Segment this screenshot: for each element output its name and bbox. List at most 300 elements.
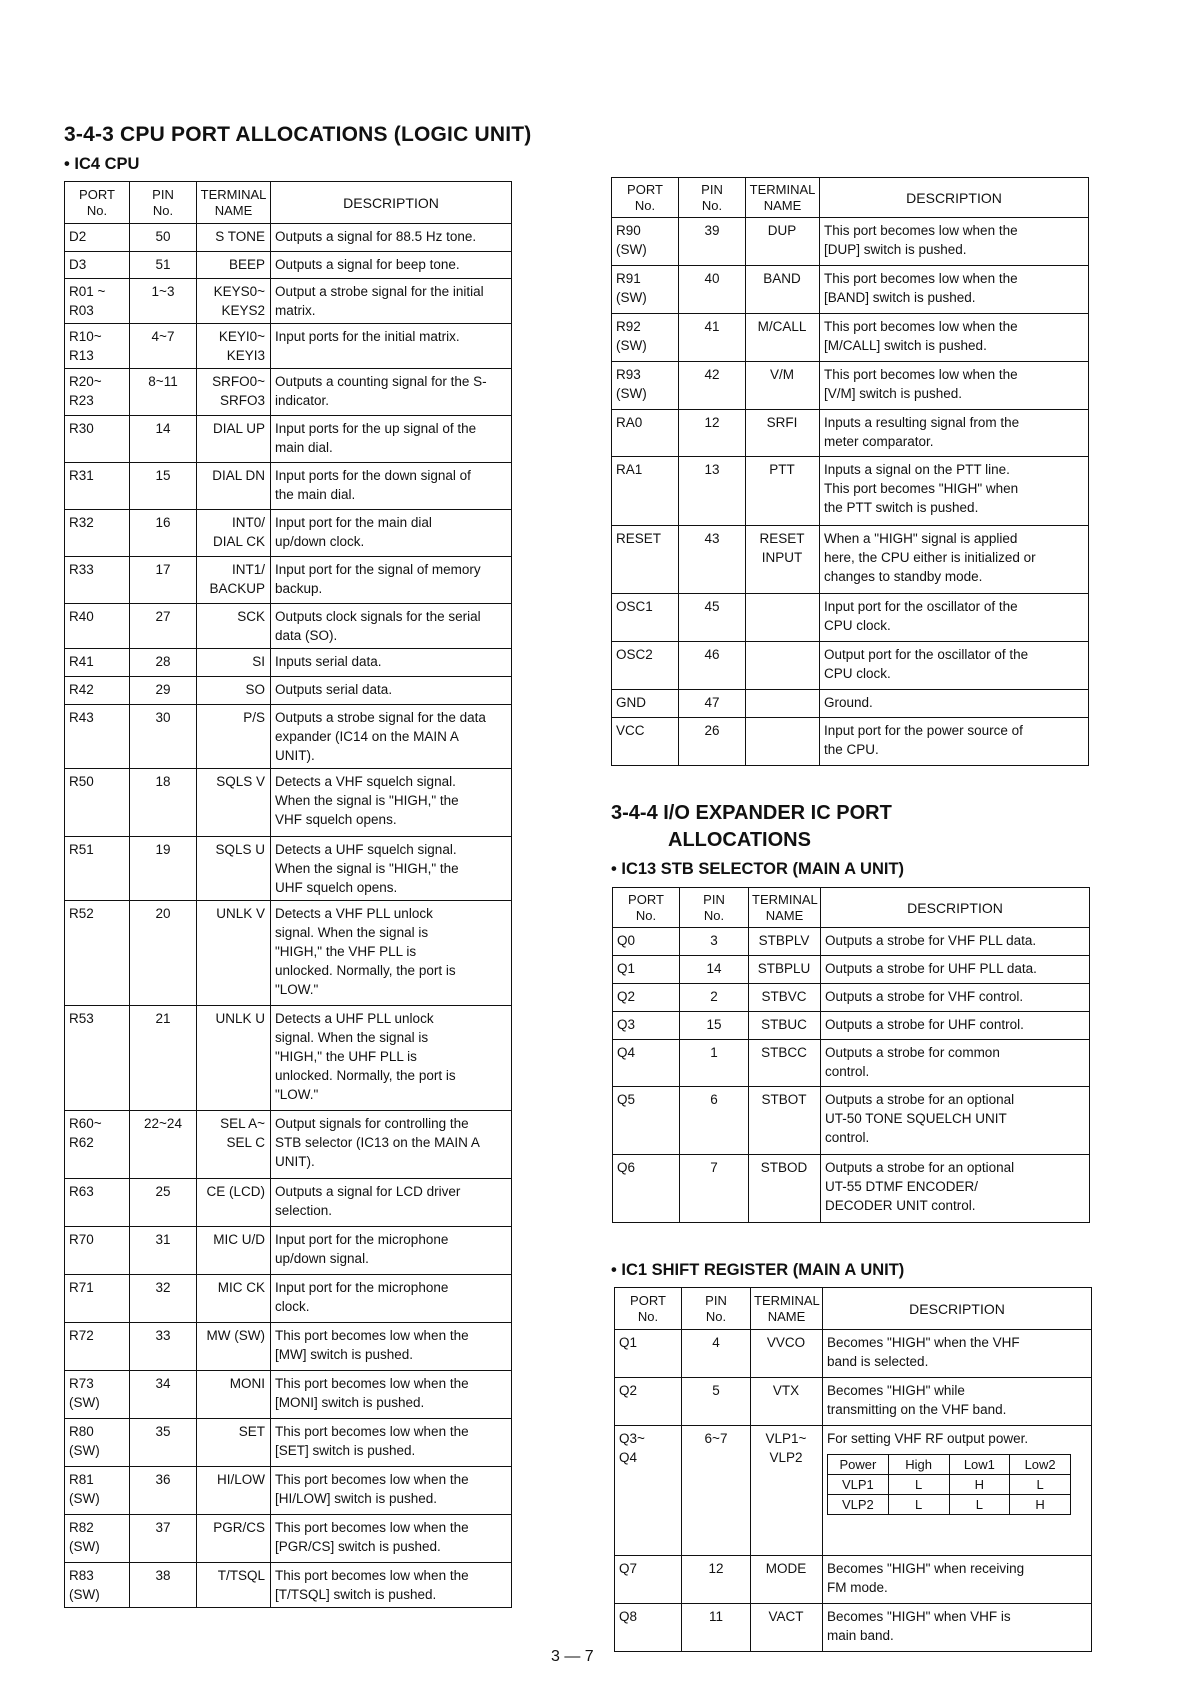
pin-cell: 29 (130, 677, 197, 705)
port-row (613, 1040, 1090, 1087)
description-cell (271, 416, 512, 463)
description-cell (821, 1155, 1090, 1223)
description-line: signal. When the signal is (275, 1030, 429, 1045)
port-cell (65, 416, 130, 463)
port-line: Q3 (617, 1017, 636, 1032)
header-terminal-name: TERMINAL NAME (749, 888, 821, 928)
port-cell (65, 837, 130, 901)
port-line: R10~ (69, 329, 102, 344)
description-line: control. (825, 1064, 870, 1079)
description-line: Detects a VHF PLL unlock (275, 906, 433, 921)
pin-cell: 14 (680, 956, 749, 984)
description-line: Outputs a signal for 88.5 Hz tone. (275, 229, 477, 244)
description-cell (821, 956, 1090, 984)
description-cell (820, 314, 1089, 362)
terminal-line: SRFO3 (219, 393, 265, 408)
port-line: R50 (69, 774, 94, 789)
description-line: Input ports for the up signal of the (275, 421, 477, 436)
terminal-name-cell (749, 1087, 821, 1155)
port-line: (SW) (616, 386, 647, 401)
pin-cell: 30 (130, 705, 197, 769)
port-cell (65, 279, 130, 324)
terminal-line: DUP (767, 223, 797, 238)
power-table-cell: L (888, 1495, 949, 1515)
terminal-line: STBPLU (757, 961, 811, 976)
port-cell (65, 557, 130, 604)
description-line: [T/TSQL] switch is pushed. (275, 1587, 437, 1602)
port-line: R03 (69, 303, 94, 318)
description-line: control. (825, 1130, 870, 1145)
description-line: This port becomes "HIGH" when (824, 481, 1019, 496)
description-cell (820, 718, 1089, 766)
description-cell (271, 649, 512, 677)
description-line: Outputs a strobe for common (825, 1045, 1000, 1060)
terminal-line: MODE (765, 1561, 807, 1576)
terminal-name-cell (749, 1040, 821, 1087)
description-line: [MONI] switch is pushed. (275, 1395, 425, 1410)
description-cell (271, 224, 512, 252)
terminal-line: BEEP (228, 257, 265, 272)
description-line: Input port for the power source of (824, 723, 1023, 738)
description-line: backup. (275, 581, 323, 596)
description-line: Becomes "HIGH" when the VHF (827, 1335, 1020, 1350)
port-row (612, 218, 1089, 266)
pin-cell: 2 (680, 984, 749, 1012)
description-line: main band. (827, 1628, 894, 1643)
description-cell (823, 1330, 1092, 1378)
description-line: UNIT). (275, 748, 315, 763)
description-line: [MW] switch is pushed. (275, 1347, 414, 1362)
description-line: Outputs a strobe signal for the data (275, 710, 486, 725)
port-line: GND (616, 695, 646, 710)
port-cell (612, 218, 679, 266)
port-cell (65, 1467, 130, 1515)
description-cell (271, 463, 512, 510)
port-cell (615, 1556, 682, 1604)
terminal-line: DIAL DN (212, 468, 265, 483)
description-cell (820, 526, 1089, 594)
description-line: This port becomes low when the (275, 1328, 469, 1343)
description-cell (271, 1006, 512, 1111)
port-line: R43 (69, 710, 94, 725)
port-cell (612, 410, 679, 457)
pin-cell: 40 (679, 266, 746, 314)
terminal-name-cell (197, 463, 271, 510)
description-line: Becomes "HIGH" while (827, 1383, 965, 1398)
description-cell (820, 594, 1089, 642)
pin-cell: 47 (679, 690, 746, 718)
port-row (615, 1378, 1092, 1426)
description-line: [V/M] switch is pushed. (824, 386, 963, 401)
port-line: R63 (69, 1184, 94, 1199)
terminal-name-cell (197, 279, 271, 324)
terminal-name-cell (197, 769, 271, 837)
description-line: transmitting on the VHF band. (827, 1402, 1007, 1417)
header-description: DESCRIPTION (271, 182, 512, 224)
description-line: For setting VHF RF output power. (827, 1431, 1029, 1446)
terminal-name-cell (751, 1426, 823, 1556)
port-line: OSC2 (616, 647, 653, 662)
port-cell (65, 1323, 130, 1371)
port-cell (65, 1227, 130, 1275)
description-line: "HIGH," the UHF PLL is (275, 1049, 417, 1064)
pin-cell: 14 (130, 416, 197, 463)
description-line: [M/CALL] switch is pushed. (824, 338, 987, 353)
terminal-name-cell (751, 1330, 823, 1378)
pin-cell: 51 (130, 252, 197, 279)
description-cell (271, 1111, 512, 1179)
port-cell (615, 1378, 682, 1426)
description-line: up/down clock. (275, 534, 365, 549)
header-pin: PIN No. (679, 178, 746, 218)
description-line: Outputs a signal for beep tone. (275, 257, 460, 272)
port-line: RA1 (616, 462, 643, 477)
description-cell (271, 1467, 512, 1515)
description-line: Ground. (824, 695, 873, 710)
port-row (65, 677, 512, 705)
terminal-name-cell (746, 718, 820, 766)
port-cell (65, 901, 130, 1006)
port-row (65, 369, 512, 416)
port-line: (SW) (69, 1443, 100, 1458)
port-row (65, 1563, 512, 1608)
description-line: This port becomes low when the (275, 1424, 469, 1439)
port-line: R41 (69, 654, 94, 669)
terminal-line: SI (252, 654, 265, 669)
port-line: R93 (616, 367, 641, 382)
terminal-line: SQLS U (215, 842, 265, 857)
port-line: R52 (69, 906, 94, 921)
port-row (65, 324, 512, 369)
port-line: R40 (69, 609, 94, 624)
port-row (65, 604, 512, 649)
port-line: R53 (69, 1011, 94, 1026)
port-row (612, 410, 1089, 457)
port-row (65, 416, 512, 463)
port-cell (612, 594, 679, 642)
pin-cell: 28 (130, 649, 197, 677)
port-row (65, 769, 512, 837)
port-line: Q8 (619, 1609, 638, 1624)
header-pin: PIN No. (680, 888, 749, 928)
description-line: here, the CPU either is initialized or (824, 550, 1036, 565)
description-line: Becomes "HIGH" when receiving (827, 1561, 1025, 1576)
pin-cell: 26 (679, 718, 746, 766)
terminal-line: VLP1~ (765, 1431, 807, 1446)
port-line: Q6 (617, 1160, 636, 1175)
port-line: R42 (69, 682, 94, 697)
terminal-name-cell (197, 705, 271, 769)
description-cell (820, 410, 1089, 457)
description-line: UT-55 DTMF ENCODER/ (825, 1179, 979, 1194)
header-port: PORT No. (65, 182, 130, 224)
pin-cell: 4 (682, 1330, 751, 1378)
terminal-line: STBUC (761, 1017, 807, 1032)
pin-cell: 17 (130, 557, 197, 604)
pin-cell: 36 (130, 1467, 197, 1515)
port-row (613, 1012, 1090, 1040)
terminal-name-cell (197, 1111, 271, 1179)
description-line: CPU clock. (824, 666, 891, 681)
power-table-cell: H (1010, 1495, 1071, 1515)
description-line: [HI/LOW] switch is pushed. (275, 1491, 438, 1506)
port-cell (613, 1155, 680, 1223)
port-row (612, 526, 1089, 594)
cpu-port-table-left (64, 181, 512, 1608)
port-line: R20~ (69, 374, 102, 389)
terminal-name-cell (197, 604, 271, 649)
pin-cell: 41 (679, 314, 746, 362)
description-line: Outputs a strobe for UHF PLL data. (825, 961, 1037, 976)
description-line: main dial. (275, 440, 333, 455)
terminal-line: KEYI3 (226, 348, 265, 363)
terminal-line: SRFI (766, 415, 798, 430)
port-line: R23 (69, 393, 94, 408)
port-row (612, 594, 1089, 642)
port-row (65, 557, 512, 604)
pin-cell: 22~24 (130, 1111, 197, 1179)
description-line: FM mode. (827, 1580, 888, 1595)
port-cell (65, 705, 130, 769)
description-line: data (SO). (275, 628, 338, 643)
port-line: (SW) (616, 242, 647, 257)
pin-cell: 5 (682, 1378, 751, 1426)
power-table-cell: VLP1 (828, 1475, 889, 1495)
port-line: R82 (69, 1520, 94, 1535)
pin-cell: 50 (130, 224, 197, 252)
port-line: R91 (616, 271, 641, 286)
description-line: Input port for the signal of memory (275, 562, 481, 577)
terminal-line: STBCC (761, 1045, 807, 1060)
description-line: Inputs a signal on the PTT line. (824, 462, 1010, 477)
description-cell (821, 1087, 1090, 1155)
description-line: VHF squelch opens. (275, 812, 397, 827)
terminal-name-cell (197, 416, 271, 463)
pin-cell: 3 (680, 928, 749, 956)
terminal-name-cell (751, 1378, 823, 1426)
vhf-power-table (827, 1454, 1071, 1515)
description-line: up/down signal. (275, 1251, 369, 1266)
description-cell (820, 218, 1089, 266)
terminal-name-cell (197, 1515, 271, 1563)
description-line: Output a strobe signal for the initial (275, 284, 484, 299)
description-line: Becomes "HIGH" when VHF is (827, 1609, 1011, 1624)
description-line: This port becomes low when the (824, 319, 1018, 334)
description-line: unlocked. Normally, the port is (275, 963, 456, 978)
port-row (613, 1087, 1090, 1155)
terminal-name-cell (749, 1155, 821, 1223)
description-line: matrix. (275, 303, 316, 318)
terminal-line: BAND (763, 271, 801, 286)
description-cell (271, 510, 512, 557)
port-row (65, 1275, 512, 1323)
description-line: This port becomes low when the (824, 271, 1018, 286)
port-line: Q4 (619, 1450, 638, 1465)
section-title-343: 3-4-3 CPU PORT ALLOCATIONS (LOGIC UNIT) (64, 123, 532, 146)
description-cell (271, 369, 512, 416)
port-cell (612, 314, 679, 362)
terminal-name-cell (197, 649, 271, 677)
terminal-line: PGR/CS (213, 1520, 265, 1535)
terminal-line: KEYS0~ (213, 284, 265, 299)
terminal-line: INPUT (761, 550, 803, 565)
header-terminal-name: TERMINAL NAME (197, 182, 271, 224)
pin-cell: 8~11 (130, 369, 197, 416)
power-table-cell: H (949, 1475, 1010, 1495)
power-table-cell: Low2 (1010, 1455, 1071, 1475)
header-terminal-name: TERMINAL NAME (746, 178, 820, 218)
description-line: Outputs a strobe for an optional (825, 1092, 1015, 1107)
pin-cell: 42 (679, 362, 746, 410)
port-line: Q0 (617, 933, 636, 948)
port-line: VCC (616, 723, 645, 738)
description-line: Detects a UHF PLL unlock (275, 1011, 434, 1026)
ic13-stb-selector-table (612, 887, 1090, 1223)
pin-cell: 35 (130, 1419, 197, 1467)
description-line: Outputs clock signals for the serial (275, 609, 481, 624)
description-line: "LOW." (275, 982, 319, 997)
port-row (612, 266, 1089, 314)
port-row (65, 837, 512, 901)
description-cell (271, 837, 512, 901)
terminal-line: UNLK U (215, 1011, 265, 1026)
description-cell (820, 266, 1089, 314)
terminal-line: MW (SW) (206, 1328, 265, 1343)
port-cell (613, 1012, 680, 1040)
pin-cell: 6 (680, 1087, 749, 1155)
terminal-line: MONI (229, 1376, 265, 1391)
page-number: 3 — 7 (551, 1648, 594, 1665)
terminal-line: SO (245, 682, 265, 697)
description-line: This port becomes low when the (275, 1472, 469, 1487)
port-line: Q1 (617, 961, 636, 976)
terminal-line: KEYI0~ (218, 329, 265, 344)
terminal-line: KEYS2 (221, 303, 265, 318)
port-line: R13 (69, 348, 94, 363)
section-title-344-line2: ALLOCATIONS (668, 829, 811, 851)
description-cell (820, 457, 1089, 526)
terminal-name-cell (749, 928, 821, 956)
terminal-name-cell (746, 690, 820, 718)
description-line: Detects a UHF squelch signal. (275, 842, 457, 857)
pin-cell: 6~7 (682, 1426, 751, 1556)
terminal-name-cell (746, 218, 820, 266)
port-row (613, 928, 1090, 956)
header-pin: PIN No. (130, 182, 197, 224)
port-line: R51 (69, 842, 94, 857)
port-line: Q7 (619, 1561, 638, 1576)
description-cell (820, 690, 1089, 718)
description-cell (823, 1604, 1092, 1652)
description-line: selection. (275, 1203, 333, 1218)
description-line: "LOW." (275, 1087, 319, 1102)
power-table-cell: Low1 (949, 1455, 1010, 1475)
pin-cell: 19 (130, 837, 197, 901)
port-line: R30 (69, 421, 94, 436)
description-line: STB selector (IC13 on the MAIN A (275, 1135, 480, 1150)
cpu-port-table-right (611, 177, 1089, 766)
pin-cell: 1 (680, 1040, 749, 1087)
description-line: When the signal is "HIGH," the (275, 793, 459, 808)
terminal-line: STBPLV (758, 933, 810, 948)
description-line: This port becomes low when the (275, 1568, 469, 1583)
port-line: R80 (69, 1424, 94, 1439)
terminal-name-cell (746, 457, 820, 526)
description-line: [BAND] switch is pushed. (824, 290, 976, 305)
description-line: [DUP] switch is pushed. (824, 242, 967, 257)
port-row (612, 690, 1089, 718)
pin-cell: 34 (130, 1371, 197, 1419)
port-row (65, 901, 512, 1006)
terminal-line: STBOD (760, 1160, 808, 1175)
description-line: the main dial. (275, 487, 356, 502)
port-line: R90 (616, 223, 641, 238)
port-row (615, 1426, 1092, 1556)
terminal-line: RESET (759, 531, 805, 546)
description-line: Outputs a strobe for UHF control. (825, 1017, 1024, 1032)
description-line: Input port for the microphone (275, 1280, 449, 1295)
header-port: PORT No. (615, 1288, 682, 1330)
description-line: [SET] switch is pushed. (275, 1443, 416, 1458)
description-line: Inputs a resulting signal from the (824, 415, 1020, 430)
description-cell (271, 252, 512, 279)
port-cell (615, 1330, 682, 1378)
description-cell (820, 362, 1089, 410)
port-line: R01 ~ (69, 284, 106, 299)
port-cell (612, 362, 679, 410)
port-row (65, 1419, 512, 1467)
pin-cell: 25 (130, 1179, 197, 1227)
description-cell (271, 324, 512, 369)
terminal-name-cell (197, 1275, 271, 1323)
pin-cell: 27 (130, 604, 197, 649)
description-cell (271, 1419, 512, 1467)
description-cell (823, 1426, 1092, 1556)
pin-cell: 1~3 (130, 279, 197, 324)
ic4-cpu-subtitle: • IC4 CPU (64, 155, 140, 173)
power-table-cell: High (888, 1455, 949, 1475)
description-line: Outputs serial data. (275, 682, 393, 697)
port-cell (612, 526, 679, 594)
description-line: Output port for the oscillator of the (824, 647, 1029, 662)
port-cell (612, 266, 679, 314)
power-table-cell: L (888, 1475, 949, 1495)
description-line: meter comparator. (824, 434, 934, 449)
port-row (65, 510, 512, 557)
terminal-name-cell (197, 901, 271, 1006)
description-line: DECODER UNIT control. (825, 1198, 976, 1213)
terminal-name-cell (197, 252, 271, 279)
port-row (65, 279, 512, 324)
description-cell (820, 642, 1089, 690)
port-row (65, 1323, 512, 1371)
terminal-name-cell (197, 1227, 271, 1275)
terminal-name-cell (197, 677, 271, 705)
pin-cell: 43 (679, 526, 746, 594)
description-line: changes to standby mode. (824, 569, 983, 584)
port-cell (612, 690, 679, 718)
description-line: Outputs a counting signal for the S- (275, 374, 487, 389)
port-line: RESET (616, 531, 662, 546)
port-line: R71 (69, 1280, 94, 1295)
pin-cell: 16 (130, 510, 197, 557)
description-line: UHF squelch opens. (275, 880, 398, 895)
port-row (612, 362, 1089, 410)
description-cell (271, 1275, 512, 1323)
description-cell (271, 604, 512, 649)
terminal-name-cell (746, 362, 820, 410)
terminal-line: STBOT (761, 1092, 807, 1107)
